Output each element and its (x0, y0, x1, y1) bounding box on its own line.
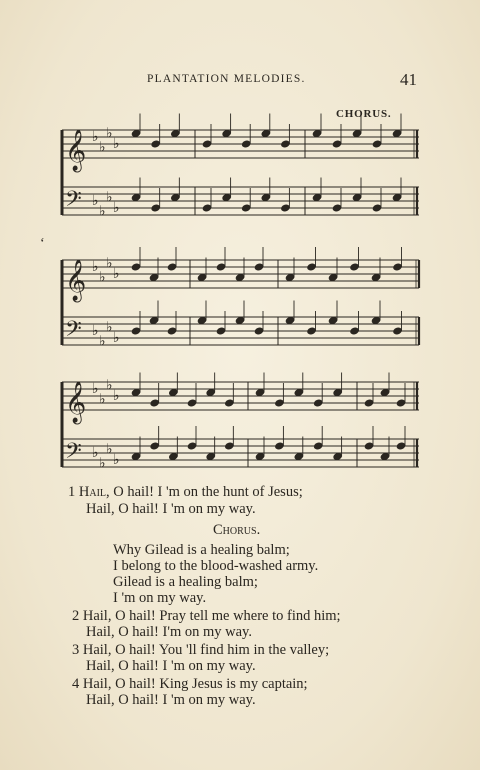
flat-sign: ♭ (106, 441, 113, 458)
verse-1-line-1 (68, 485, 303, 501)
note-head (372, 140, 382, 149)
note-head (364, 399, 374, 408)
note-head (151, 204, 161, 213)
note-head (168, 388, 178, 397)
note-head (285, 273, 295, 282)
note-head (224, 442, 234, 451)
note-head (274, 442, 284, 451)
note-head (216, 327, 226, 336)
flat-sign: ♭ (92, 259, 99, 275)
note-head (187, 442, 197, 451)
chorus-line-2: I belong to the blood-washed army. (113, 558, 319, 574)
verse-3-line-1 (72, 643, 329, 659)
note-head (350, 327, 360, 336)
note-head (280, 204, 290, 213)
flat-sign: ♭ (113, 266, 120, 282)
note-head (235, 273, 245, 282)
note-head (261, 193, 271, 202)
note-head (235, 316, 245, 325)
verse-2-line-2: Hail, O hail! I'm on my way. (86, 624, 252, 640)
chorus-line-4: I 'm on my way. (113, 590, 207, 606)
note-head (328, 273, 338, 282)
note-head (333, 452, 343, 461)
verse-4-line-2: Hail, O hail! I 'm on my way. (86, 692, 256, 708)
note-head (393, 263, 403, 272)
flat-sign: ♭ (113, 200, 120, 216)
flat-sign: ♭ (106, 255, 113, 272)
note-head (167, 263, 177, 272)
note-head (202, 204, 212, 213)
note-head (332, 140, 342, 149)
note-head (312, 129, 322, 138)
verse-number: 1 (68, 484, 76, 500)
note-head (131, 327, 141, 336)
note-head (380, 452, 390, 461)
note-head (241, 204, 251, 213)
flat-sign: ♭ (113, 330, 120, 346)
flat-sign: ♭ (99, 269, 106, 286)
note-head (131, 129, 141, 138)
verse-number: 3 (72, 642, 80, 658)
flat-sign: ♭ (113, 388, 120, 404)
note-head (224, 399, 234, 408)
note-head (222, 193, 232, 202)
verse-number: 2 (72, 608, 80, 624)
note-head (202, 140, 212, 149)
bass-clef: 𝄢 (65, 439, 82, 469)
flat-sign: ♭ (92, 323, 99, 339)
bass-clef: 𝄢 (65, 187, 82, 217)
verse-line-text: Hail, O hail! Pray tell me where to find him; (82, 608, 341, 624)
flat-sign: ♭ (92, 129, 99, 145)
note-head (392, 129, 402, 138)
note-head (261, 129, 271, 138)
note-head (352, 193, 362, 202)
flat-sign: ♭ (92, 445, 99, 461)
flat-sign: ♭ (113, 452, 120, 468)
flat-sign: ♭ (99, 139, 106, 156)
treble-clef: 𝄞 (65, 130, 87, 171)
verse-3-line-2: Hail, O hail! I 'm on my way. (86, 658, 256, 674)
note-head (396, 442, 406, 451)
verse-4-line-1 (72, 677, 308, 693)
treble-clef: 𝄞 (65, 382, 87, 423)
note-head (216, 263, 226, 272)
chorus-mark: CHORUS. (336, 108, 392, 120)
bass-clef: 𝄢 (65, 317, 82, 347)
note-head (285, 316, 295, 325)
note-head (254, 327, 264, 336)
chorus-heading: Chorus. (213, 522, 261, 538)
note-head (255, 452, 265, 461)
note-head (294, 388, 304, 397)
note-head (170, 129, 180, 138)
note-head (313, 442, 323, 451)
note-head (313, 399, 323, 408)
note-head (255, 388, 265, 397)
verse-1-line-2: Hail, O hail! I 'm on my way. (86, 501, 256, 517)
note-head (371, 316, 381, 325)
note-head (328, 316, 338, 325)
note-head (131, 193, 141, 202)
note-head (372, 204, 382, 213)
note-head (371, 273, 381, 282)
flat-sign: ♭ (99, 333, 106, 350)
flat-sign: ♭ (106, 125, 113, 142)
note-head (312, 193, 322, 202)
note-head (149, 273, 159, 282)
note-head (197, 316, 207, 325)
note-head (307, 327, 317, 336)
note-head (131, 263, 141, 272)
note-head (350, 263, 360, 272)
note-head (352, 129, 362, 138)
note-head (149, 316, 159, 325)
note-head (380, 388, 390, 397)
note-head (170, 193, 180, 202)
flat-sign: ♭ (92, 193, 99, 209)
flat-sign: ♭ (113, 136, 120, 152)
note-head (396, 399, 406, 408)
flat-sign: ♭ (99, 203, 106, 220)
note-head (241, 140, 251, 149)
note-head (222, 129, 232, 138)
verse-first-word: Hail, (78, 484, 110, 500)
treble-clef: 𝄞 (65, 260, 87, 301)
note-head (150, 399, 160, 408)
verse-line-text: O hail! I 'm on the hunt of Jesus; (113, 484, 303, 500)
stray-mark: ʻ (40, 236, 45, 251)
page-number: 41 (400, 70, 417, 89)
note-head (131, 388, 141, 397)
note-head (307, 263, 317, 272)
flat-sign: ♭ (99, 455, 106, 472)
note-head (274, 399, 284, 408)
note-head (364, 442, 374, 451)
note-head (280, 140, 290, 149)
note-head (150, 442, 160, 451)
note-head (392, 193, 402, 202)
verse-line-text: Hail, O hail! You 'll find him in the valley; (82, 642, 330, 658)
note-head (294, 452, 304, 461)
note-head (332, 204, 342, 213)
flat-sign: ♭ (106, 319, 113, 336)
note-head (187, 399, 197, 408)
verse-2-line-1 (72, 609, 341, 625)
note-head (333, 388, 343, 397)
note-head (206, 388, 216, 397)
flat-sign: ♭ (106, 377, 113, 394)
note-head (151, 140, 161, 149)
verse-number: 4 (72, 676, 80, 692)
running-title: PLANTATION MELODIES. (147, 73, 306, 85)
flat-sign: ♭ (99, 391, 106, 408)
chorus-line-1: Why Gilead is a healing balm; (113, 542, 290, 558)
flat-sign: ♭ (106, 189, 113, 206)
note-head (206, 452, 216, 461)
note-head (393, 327, 403, 336)
note-head (168, 452, 178, 461)
note-head (254, 263, 264, 272)
note-head (167, 327, 177, 336)
flat-sign: ♭ (92, 381, 99, 397)
note-head (197, 273, 207, 282)
chorus-line-3: Gilead is a healing balm; (113, 574, 258, 590)
verse-line-text: Hail, O hail! King Jesus is my captain; (82, 676, 308, 692)
note-head (131, 452, 141, 461)
